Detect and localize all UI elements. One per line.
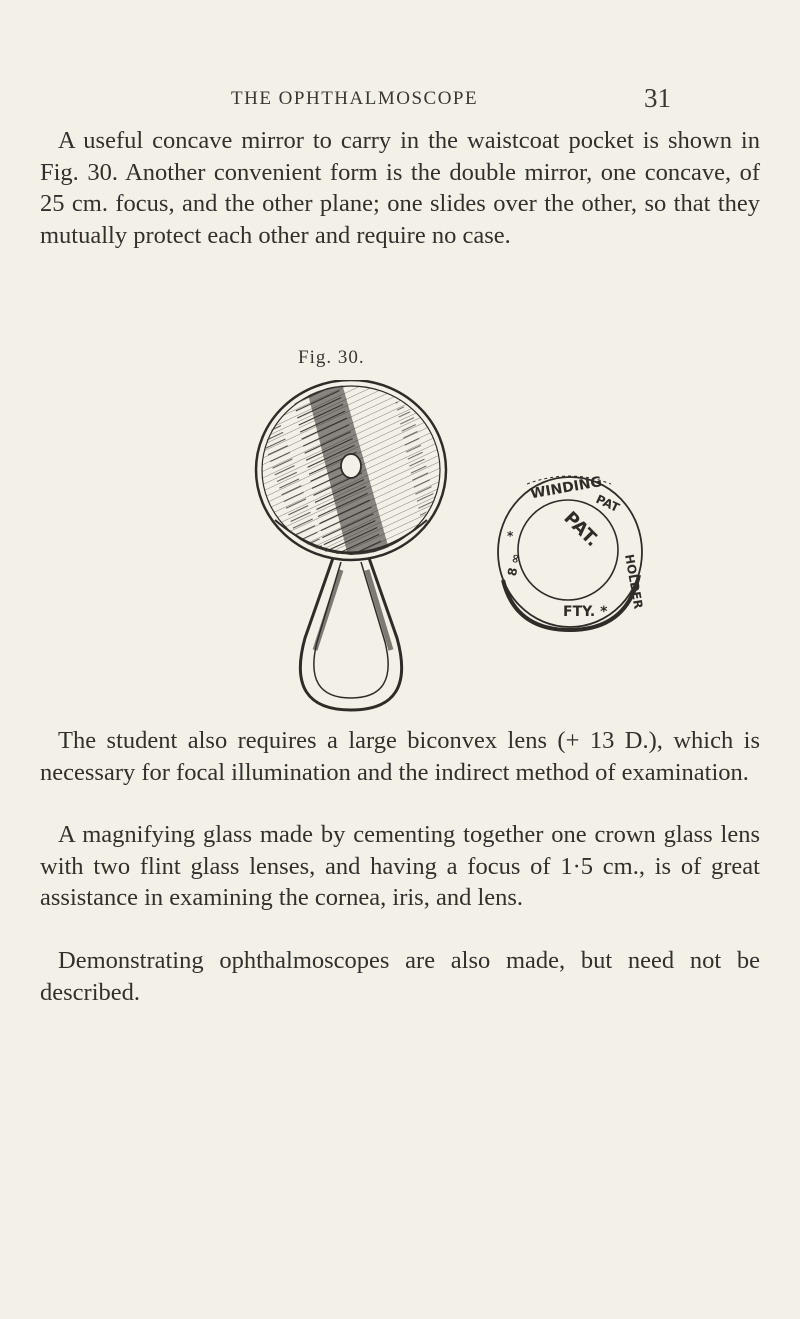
svg-text:PAT: PAT — [593, 492, 622, 515]
figure-caption: Fig. 30. — [298, 347, 365, 368]
winding-case-drawing — [498, 474, 645, 630]
svg-text:HOLDER: HOLDER — [622, 553, 645, 610]
running-title: THE OPHTHALMOSCOPE — [231, 88, 479, 109]
paragraph-demonstrating-ophthalmoscopes: Demonstrating ophthalmoscopes are also made, but need not be described. — [40, 947, 760, 1006]
figure-pocket-mirror — [245, 380, 645, 725]
paragraph-waistcoat-mirror: A useful concave mirror to carry in the waistcoat pocket is shown in Fig. 30. Another convenient form is the double mirror, one concave, of 25 cm. focus, and the other plane; one slides over the other, so that they mutually protect each other and require no case. — [40, 127, 760, 249]
svg-text:*: * — [507, 529, 514, 543]
svg-text:8 ∞: 8 ∞ — [505, 552, 523, 578]
concave-mirror-drawing — [256, 380, 446, 710]
page-number: 31 — [644, 83, 671, 113]
running-head — [0, 83, 800, 116]
svg-text:PAT.: PAT. — [559, 507, 603, 552]
svg-text:FTY. *: FTY. * — [563, 604, 608, 620]
paragraph-biconvex-lens: The student also requires a large biconvex lens (+ 13 D.), which is necessary for focal illumination and the indirect method of examination. — [40, 727, 760, 786]
svg-text:WINDING: WINDING — [529, 474, 604, 503]
paragraph-magnifying-glass: A magnifying glass made by cementing together one crown glass lens with two flint glass lenses, and having a focus of 1·5 cm., is of great assistance in examining the cornea, iris, and lens. — [40, 821, 760, 911]
